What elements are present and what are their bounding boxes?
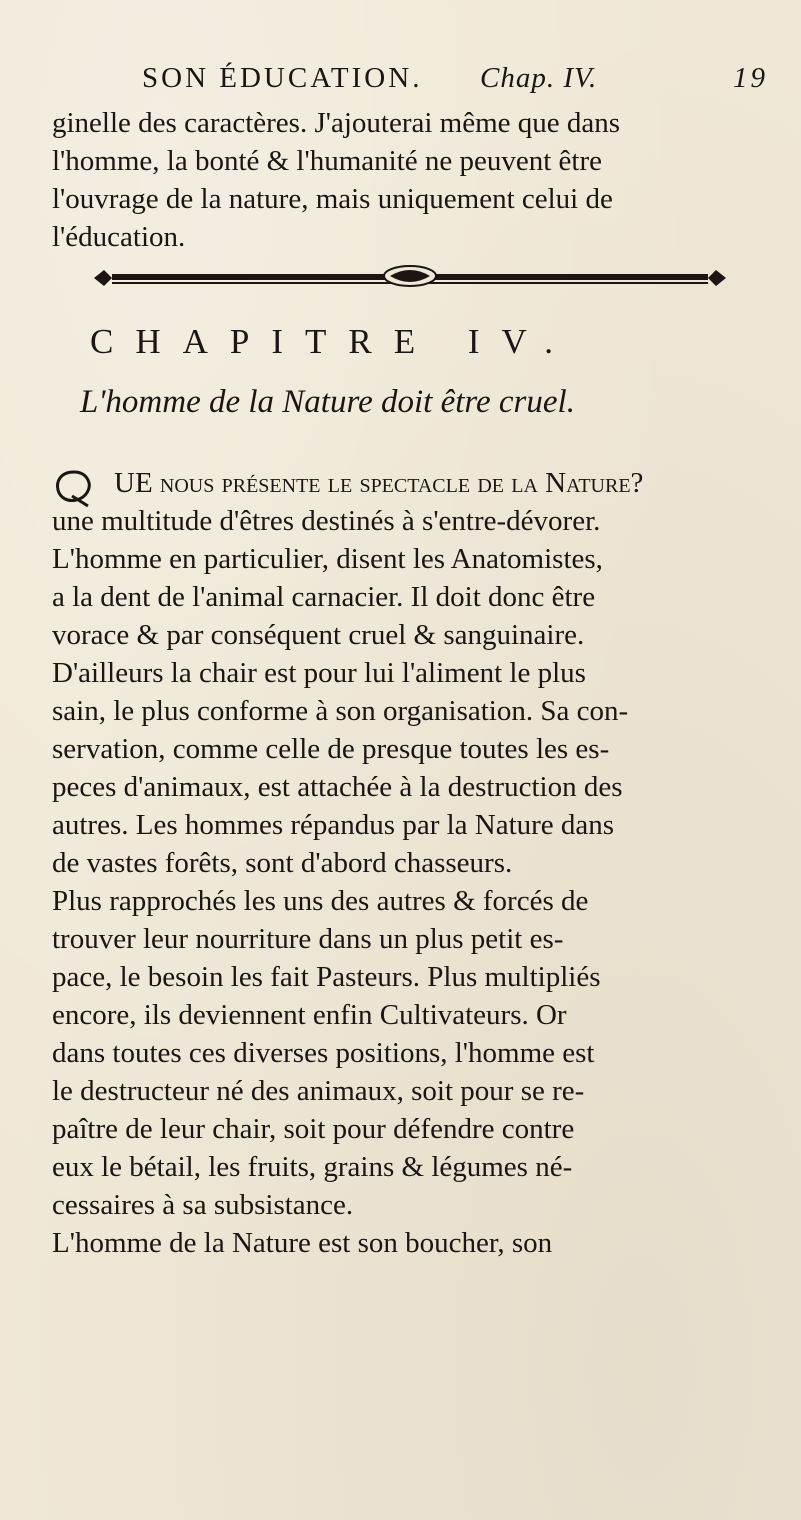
text-line: dans toutes ces diverses positions, l'homme est: [52, 1037, 595, 1069]
text-line: servation, comme celle de presque toutes les es-: [52, 733, 610, 765]
page-number: 19: [733, 62, 768, 94]
running-head-chapter: Chap. IV.: [480, 62, 598, 94]
text-line: cessaires à sa subsistance.: [52, 1189, 354, 1221]
text-line: de vastes forêts, sont d'abord chasseurs.: [52, 847, 513, 879]
text-line: une multitude d'êtres destinés à s'entre-dévorer.: [52, 505, 601, 537]
text-line: L'homme en particulier, disent les Anatomistes,: [52, 543, 603, 575]
text-line: a la dent de l'animal carnacier. Il doit donc être: [52, 581, 596, 613]
text-line: eux le bétail, les fruits, grains & légumes né-: [52, 1151, 573, 1183]
text-line: encore, ils deviennent enfin Cultivateurs. Or: [52, 999, 567, 1031]
text-line: l'ouvrage de la nature, mais uniquement celui de: [52, 183, 613, 215]
text-line: le destructeur né des animaux, soit pour se re-: [52, 1075, 585, 1107]
text-line: pace, le besoin les fait Pasteurs. Plus multipliés: [52, 961, 601, 993]
chapter-body: [52, 464, 764, 1262]
ornament-divider: [90, 262, 730, 292]
preceding-paragraph: [52, 104, 764, 256]
text-line: UE nous présente le spectacle de la Nature?: [114, 467, 644, 499]
text-line: L'homme de la Nature est son boucher, son: [52, 1227, 553, 1259]
chapter-heading: CHAPITRE IV.: [90, 322, 576, 361]
text-line: sain, le plus conforme à son organisation. Sa con-: [52, 695, 629, 727]
text-line: D'ailleurs la chair est pour lui l'aliment le plus: [52, 657, 586, 689]
text-line: trouver leur nourriture dans un plus petit es-: [52, 923, 564, 955]
text-line: vorace & par conséquent cruel & sanguinaire.: [52, 619, 585, 651]
text-line: paître de leur chair, soit pour défendre contre: [52, 1113, 575, 1145]
text-line: ginelle des caractères. J'ajouterai même que dans: [52, 107, 621, 139]
text-line: autres. Les hommes répandus par la Nature dans: [52, 809, 615, 841]
chapter-subtitle: L'homme de la Nature doit être cruel.: [80, 384, 575, 420]
text-line: l'éducation.: [52, 221, 186, 253]
text-line: peces d'animaux, est attachée à la destruction des: [52, 771, 623, 803]
running-head-title: SON ÉDUCATION.: [142, 62, 423, 94]
running-head: [128, 62, 768, 102]
text-line: l'homme, la bonté & l'humanité ne peuvent être: [52, 145, 603, 177]
text-line: Plus rapprochés les uns des autres & forcés de: [52, 885, 589, 917]
